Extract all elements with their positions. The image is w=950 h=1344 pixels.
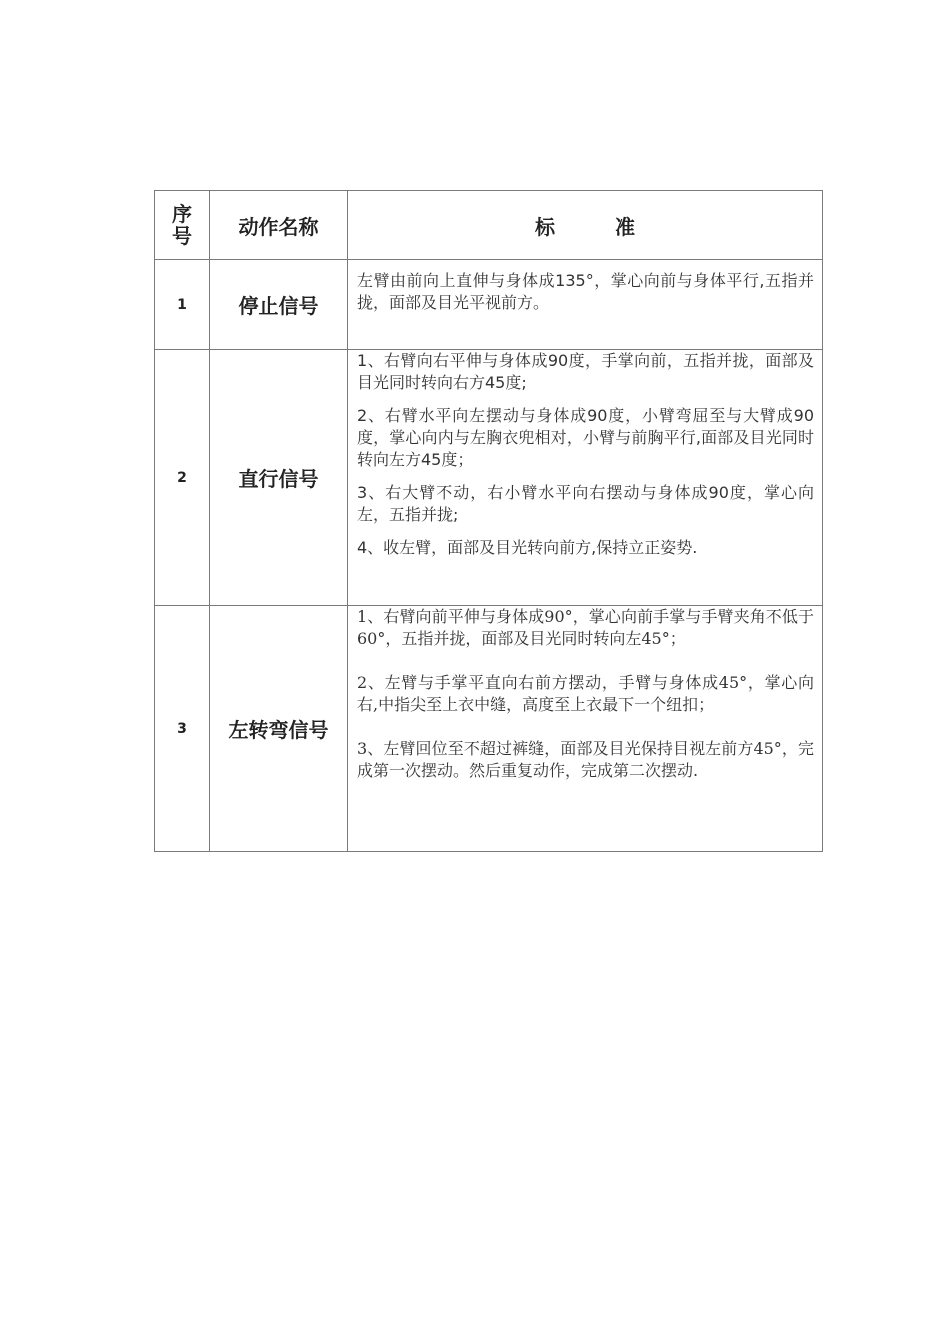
standard-paragraph: 3、右大臂不动，右小臂水平向右摆动与身体成90度，掌心向左，五指并拢;	[357, 483, 814, 524]
standard-paragraph: 4、收左臂，面部及目光转向前方,保持立正姿势.	[357, 538, 698, 557]
standard-paragraph: 左臂由前向上直伸与身体成135°，掌心向前与身体平行,五指并拢，面部及目光平视前方。	[357, 271, 814, 312]
header-standard	[348, 191, 823, 260]
standard-paragraph: 1、右臂向右平伸与身体成90度，手掌向前，五指并拢，面部及目光同时转向右方45度;	[357, 351, 814, 392]
row-action-name: 直行信号	[210, 350, 348, 606]
row-standard	[348, 606, 823, 852]
table-row	[155, 350, 823, 606]
row-action-name: 停止信号	[210, 260, 348, 350]
standard-paragraph: 3、左臂回位至不超过裤缝，面部及目光保持目视左前方45°，完成第一次摆动。然后重复动作，完成第二次摆动.	[357, 739, 814, 780]
standard-paragraph: 1、右臂向前平伸与身体成90°，掌心向前手掌与手臂夹角不低于60°，五指并拢，面部及目光同时转向左45°；	[357, 607, 814, 648]
traffic-signal-table	[154, 190, 823, 852]
header-number	[155, 191, 210, 260]
header-action-name: 动作名称	[210, 191, 348, 260]
table-row	[155, 260, 823, 350]
row-standard	[348, 260, 823, 350]
row-number: 1	[155, 260, 210, 350]
standard-paragraph: 2、左臂与手掌平直向右前方摆动，手臂与身体成45°，掌心向右,中指尖至上衣中缝，高度至上衣最下一个纽扣；	[357, 673, 814, 714]
row-number: 2	[155, 350, 210, 606]
table-row	[155, 606, 823, 852]
row-number: 3	[155, 606, 210, 852]
row-action-name: 左转弯信号	[210, 606, 348, 852]
standard-paragraph: 2、右臂水平向左摆动与身体成90度，小臂弯屈至与大臂成90度，掌心向内与左胸衣兜相对，小臂与前胸平行,面部及目光同时转向左方45度；	[357, 406, 814, 469]
header-standard-part-b: 准	[615, 214, 635, 239]
header-number-text: 序号	[172, 202, 192, 248]
table-header-row	[155, 191, 823, 260]
header-standard-part-a: 标	[535, 214, 555, 239]
row-standard	[348, 350, 823, 606]
